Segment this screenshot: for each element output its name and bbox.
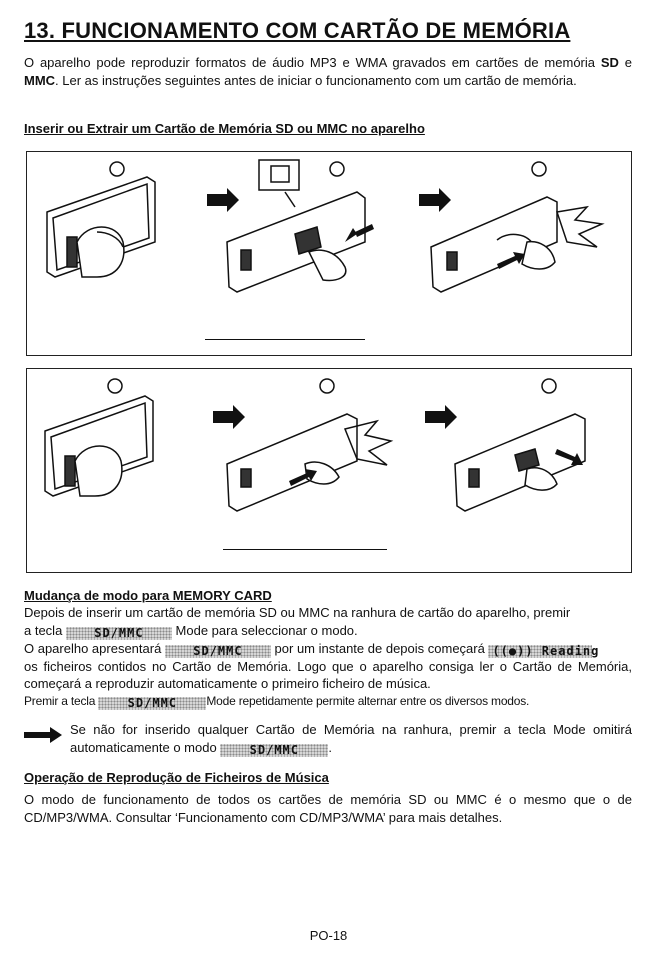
lcd-sdmmc-display-4: SD/MMC (220, 744, 328, 757)
intro-mmc: MMC (24, 72, 56, 88)
intro-sd: SD (600, 55, 619, 70)
arrow-right-icon (207, 188, 239, 212)
mode-line-5 (24, 693, 632, 711)
intro-text-2: . Ler as instruções seguintes antes de iniciar o funcionamento com um cartão de memória. (55, 72, 577, 88)
arrow-right-icon-3 (213, 405, 245, 429)
mode-line-2-text: a tecla (24, 622, 66, 638)
mode-line-2 (24, 622, 632, 640)
panel-1-faceplate-b (45, 379, 153, 496)
note-text: Se não for inserido qualquer Cartão de Memória na ranhura, premir a tecla Mode omitirá automaticamente o modo (70, 722, 632, 755)
mode-line-3-text: O aparelho apresentará (24, 640, 165, 656)
arrow-pull-icon (555, 449, 583, 465)
mode-line-4: os ficheiros contidos no Cartão de Memória. Logo que o aparelho consiga ler o Cartão de Memória, começará a reproduzir automaticamente o primeiro ficheiro de música. (24, 658, 632, 691)
panel-2-press (227, 379, 391, 511)
lcd-sdmmc-display-2: SD/MMC (165, 645, 271, 658)
section-playback-title: Operação de Reprodução de Ficheiros de Música (24, 770, 329, 785)
intro-and: e (618, 55, 632, 70)
arrow-right-icon-4 (425, 405, 457, 429)
panel-3-close (431, 162, 602, 292)
insert-illustration (27, 152, 633, 357)
playback-paragraph: O modo de funcionamento de todos os cartões de memória SD ou MMC é o mesmo que o de CD/MP3/WMA. Consultar ‘Funcionamento com CD/MP3/WMA’ para mais detalhes. (24, 792, 632, 825)
note-arrow-icon (24, 726, 64, 744)
page-number: PO-18 (309, 928, 348, 943)
panel-3-remove (455, 379, 585, 511)
section-insert-title: Inserir ou Extrair um Cartão de Memória SD ou MMC no aparelho (24, 121, 425, 136)
arrow-right-icon-2 (419, 188, 451, 212)
intro-paragraph (24, 54, 632, 89)
mode-line-1: Depois de inserir um cartão de memória SD ou MMC na ranhura de cartão do aparelho, premir (24, 605, 571, 620)
figure-caption-line-2 (223, 549, 387, 550)
figure-eject-card (26, 368, 632, 573)
figure-insert-card (26, 151, 632, 356)
eject-illustration (27, 369, 633, 574)
mode-line-3-text-b: por um instante de depois começará (270, 640, 489, 656)
note-text-end: . (328, 739, 332, 755)
section-mode-title: Mudança de modo para MEMORY CARD (24, 588, 272, 603)
intro-text: O aparelho pode reproduzir formatos de áudio MP3 e WMA gravados em cartões de memória (24, 55, 595, 70)
page-title: 13. FUNCIONAMENTO COM CARTÃO DE MEMÓRIA (24, 18, 571, 43)
mode-line-2-text-b: Mode para seleccionar o modo. (171, 622, 358, 638)
mode-line-5-text-b: Mode repetidamente permite alternar entre os diversos modos. (206, 693, 530, 708)
note-paragraph (70, 721, 632, 757)
mode-line-5-text: Premir a tecla (24, 693, 99, 708)
arrow-insert-icon (345, 224, 374, 242)
panel-2-insert (227, 160, 365, 292)
panel-1-faceplate (47, 162, 155, 277)
mode-line-3 (24, 640, 632, 658)
arrow-push-icon (497, 252, 525, 269)
lcd-sdmmc-display: SD/MMC (66, 627, 172, 640)
figure-caption-line (205, 339, 365, 340)
lcd-reading-display: ((●)) Reading (488, 645, 592, 658)
mode-paragraph (24, 604, 632, 710)
lcd-sdmmc-display-3: SD/MMC (98, 697, 206, 710)
